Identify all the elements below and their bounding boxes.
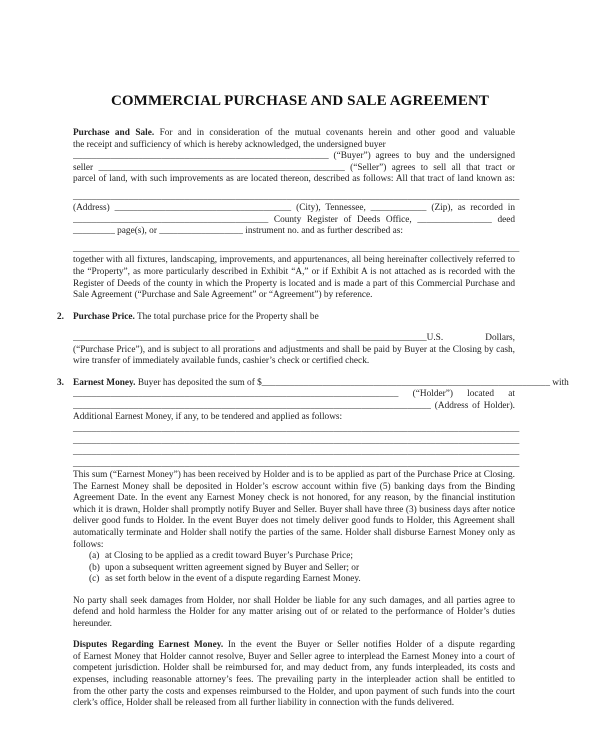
list-item <box>73 563 515 575</box>
line-text: The Earnest Money shall be deposited in Holder’s escrow account within five (5) banking days from the Binding <box>73 481 515 492</box>
line-text: at Closing to be applied as a credit toward Buyer’s Purchase Price; <box>105 551 353 562</box>
line-text: defend and hold harmless the Holder for any matter arising out of or related to the performance of Holder’s duties <box>73 607 515 618</box>
section-number: 2. <box>57 311 64 322</box>
line-text: _________ page(s), or __________________ instrument no. and as further described as: <box>73 226 403 237</box>
document-line <box>73 255 515 267</box>
document-line <box>73 203 515 215</box>
document-line <box>73 290 515 302</box>
line-text: clerk’s office, Holder shall be released from all further liability in connection with the funds delivered. <box>73 698 455 709</box>
document-line <box>73 333 515 345</box>
line-text: from the other party the costs and expenses reimbursed to the Holder, and upon payment of such funds into the court <box>73 686 515 697</box>
document-line <box>73 596 515 608</box>
line-text: (Address) ______________________________________ (City), Tennessee, ____________ (Zip), as recorded in <box>73 203 515 214</box>
list-label: (a) <box>89 551 100 562</box>
line-text: expenses, including reasonable attorney’s fees. The prevailing party in the interpleader action shall be entitled to <box>73 674 515 685</box>
line-text: __________________________________________ County Register of Deeds Office, ________________ deed <box>73 214 515 225</box>
document-line <box>57 377 569 390</box>
line-text: Additional Earnest Money, if any, to be tendered and applied as follows: <box>73 412 343 423</box>
document-line <box>73 482 515 494</box>
document-line <box>73 243 520 256</box>
document-line <box>73 191 520 204</box>
line-text: ________________________________________________________________________________________________ <box>73 191 520 202</box>
line-text: together with all fixtures, landscaping, improvements, and appurtenances, all being hereinafter collectively referred to <box>73 255 515 266</box>
document-line <box>73 607 515 619</box>
document-line <box>73 640 515 652</box>
line-text: ________________________________________________________________________________________________ <box>73 424 520 435</box>
document-line <box>73 663 515 675</box>
document-line <box>73 412 515 424</box>
line-text: Sale Agreement (“Purchase and Sale Agreement” or “Agreement”) by reference. <box>73 290 373 301</box>
line-text: Buyer has deposited the sum of $______________________________________________________________ with <box>135 377 569 388</box>
document-line <box>73 458 520 471</box>
document-body <box>57 128 569 710</box>
section-number: 3. <box>57 377 64 388</box>
document-line <box>73 163 515 175</box>
document-line <box>73 389 515 401</box>
document-line <box>73 619 515 631</box>
line-text: In the event the Buyer or Seller notifies Holder of a dispute regarding <box>227 640 515 651</box>
document-line <box>73 345 515 357</box>
document-line <box>73 401 515 413</box>
line-text: of Earnest Money that Holder cannot resolve, Buyer and Seller agree to interplead the Earnest Money into a court of <box>73 651 515 662</box>
line-text: follows: <box>73 539 104 550</box>
line-text: ________________________________________________________________________________________________ <box>73 435 520 446</box>
document-line <box>73 151 515 163</box>
line-text: (“Purchase Price”), and is subject to all prorations and adjustments and shall be paid by Buyer at the Closing by cash, <box>73 344 515 355</box>
line-text: _____________________________________________________________________________ (Address of Holder). <box>73 400 515 411</box>
document-line <box>57 311 515 324</box>
line-text: hereunder. <box>73 618 112 629</box>
line-text: parcel of land, with such improvements as are located thereon, described as follows: All that tract of land known as: <box>73 174 515 185</box>
document-line <box>73 140 515 152</box>
document-line <box>73 652 515 664</box>
line-text: ________________________________________________________________________________________________ <box>73 458 520 469</box>
document-line <box>73 356 515 368</box>
document-line <box>73 687 515 699</box>
line-text: Register of Deeds of the county in which the Property is located and is made a part of this Commercial Purchase and <box>73 278 515 289</box>
line-text: ________________________________________________________________________________________________ <box>73 447 520 458</box>
list-item <box>73 551 515 563</box>
line-text: automatically terminate and Holder shall notify the parties of the same. Holder shall disburse Earnest Money only as <box>73 527 515 538</box>
document-line <box>73 540 515 552</box>
line-text: Agreement Date. In the event any Earnest Money check is not honored, for any reason, by the financial institution <box>73 493 515 504</box>
line-text: ______________________________________________________________________ (“Holder”) located at <box>73 389 515 400</box>
line-text: which it is drawn, Holder shall promptly notify Buyer and Seller. Buyer shall have three (3) business days after notice <box>73 504 515 515</box>
document-line <box>73 470 515 482</box>
document-line <box>73 267 515 279</box>
document-line <box>73 215 515 227</box>
document-title: COMMERCIAL PURCHASE AND SALE AGREEMENT <box>110 93 489 109</box>
line-text: the “Property”, as more particularly described in Exhibit “A,” or if Exhibit A is not attached as is recorded with the <box>73 267 515 278</box>
line-text: _______________________________________________________ (“Buyer”) agrees to buy and the undersigned <box>73 151 515 162</box>
line-text: The total purchase price for the Property shall be <box>134 311 319 322</box>
line-text: wire transfer of immediately available funds, cashier’s check or certified check. <box>73 356 370 367</box>
line-text: as set forth below in the event of a dispute regarding Earnest Money. <box>105 574 361 585</box>
document-line <box>73 447 520 459</box>
document-line <box>73 128 515 140</box>
section-heading: Disputes Regarding Earnest Money. <box>73 640 224 651</box>
document-line <box>73 226 515 238</box>
document-line <box>73 505 515 517</box>
section-heading: Purchase and Sale. <box>73 128 155 138</box>
line-text: the receipt and sufficiency of which is hereby acknowledged, the undersigned buyer <box>73 139 386 150</box>
document-line <box>73 435 520 448</box>
list-item <box>73 574 515 586</box>
line-text: deliver good funds to Holder. In the event Buyer does not timely deliver good funds to Holder, this Agreement shall <box>73 516 515 527</box>
line-text: seller _____________________________________________________ (“Seller”) agrees to sell all that tract or <box>73 162 515 173</box>
document-line <box>73 279 515 291</box>
list-label: (b) <box>89 562 100 573</box>
document-line <box>73 174 515 186</box>
document-line <box>73 424 520 436</box>
document-line <box>73 675 515 687</box>
document-line <box>73 493 515 505</box>
list-label: (c) <box>89 574 100 585</box>
line-text: ________________________________________________________________________________________________ <box>73 243 520 254</box>
line-text: competent jurisdiction. Holder shall be reimbursed for, and may deduct from, any funds interpleaded, its costs and <box>73 663 515 674</box>
document-line <box>73 516 515 528</box>
line-text: upon a subsequent written agreement signed by Buyer and Seller; or <box>105 562 360 573</box>
line-text: For and in consideration of the mutual covenants herein and other good and valuable <box>159 128 515 138</box>
section-heading: Purchase Price. <box>73 311 135 322</box>
document-line <box>73 528 515 540</box>
line-text: No party shall seek damages from Holder, nor shall Holder be liable for any such damages, and all parties agree to <box>73 595 515 606</box>
section-heading: Earnest Money. <box>73 377 136 388</box>
document-line <box>73 698 515 710</box>
line-text: _______________________________________ ____________________________U.S. Dollars, <box>73 333 515 344</box>
line-text: This sum (“Earnest Money”) has been received by Holder and is to be applied as part of the Purchase Price at Closing. <box>73 470 515 481</box>
